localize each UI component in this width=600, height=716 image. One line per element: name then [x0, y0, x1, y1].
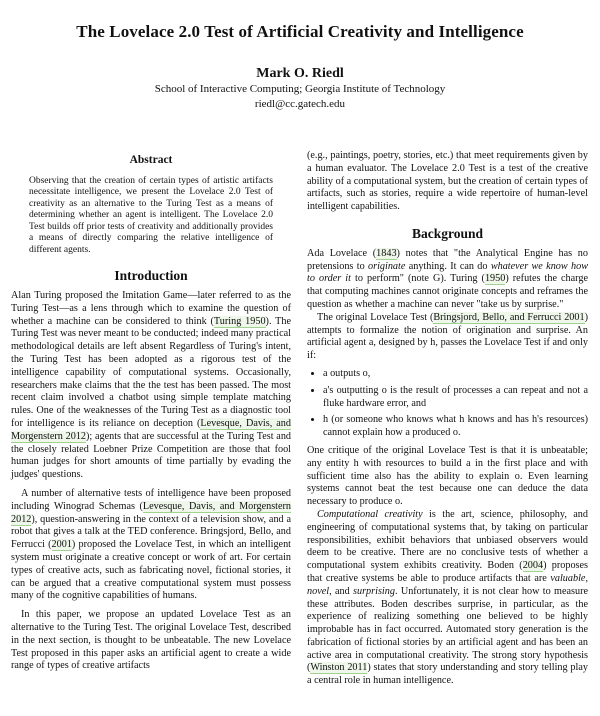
left-column [11, 150, 291, 673]
text-run: , and [329, 585, 354, 597]
text-run: is the art, science, philosophy, and engineering of computational systems that, by taking on particular responsibilities, exhibit behaviors that unbiased observers would deem to be creative. There are no conclusive tests of whether a computational system exhibits creativity. Boden ( [307, 508, 588, 572]
citation-link[interactable]: 2001 [51, 539, 72, 551]
citation-link[interactable]: Bringsjord, Bello, and Ferrucci 2001 [433, 311, 585, 323]
citation-link[interactable]: 1950 [484, 273, 506, 285]
citation-link[interactable]: Turing 1950 [213, 315, 266, 327]
emphasis: surprising [353, 585, 395, 597]
text-run: ) states that story understanding and story telling play a central role in human intelligence. [307, 662, 588, 687]
emphasis: whatever we know how to order it [307, 260, 588, 285]
emphasis: valuable, novel [307, 572, 588, 597]
emphasis: originate [368, 260, 406, 272]
paper-title: The Lovelace 2.0 Test of Artificial Creativity and Intelligence [76, 22, 524, 41]
author-name: Mark O. Riedl [256, 66, 344, 81]
citation-link[interactable]: Levesque, Davis, and Morgenstern 2012 [11, 500, 291, 525]
citation-link[interactable]: 2004 [522, 560, 544, 572]
text-run: A number of alternative tests of intelligence have been proposed including Winograd Schemas ( [11, 488, 291, 512]
list-item: • a outputs o, [323, 368, 588, 381]
emphasis: Computational creativity [317, 508, 423, 520]
introduction-heading: Introduction [114, 268, 188, 284]
text-run: The original Lovelace Test ( [317, 311, 434, 323]
right-column [307, 150, 588, 688]
intro-paragraph-3-continued: (e.g., paintings, poetry, stories, etc.) that meet requirements given by a human evaluator. The Lovelace 2.0 Test is a test of the creative ability of a computational system, but the creation of certain types of artifacts, such as stories, require a wide repertoire of human-level intelligent capabilities. [307, 150, 588, 213]
citation-link[interactable]: 1843 [376, 247, 397, 259]
text-run: ) proposes that creative systems be able to produce artifacts that are [307, 560, 588, 584]
text-run: ), question-answering in the context of a television show, and a robot that gives a talk at the TED conference. Bringsjord, Bello, and Ferrucci ( [11, 513, 291, 551]
intro-paragraph-2 [11, 488, 291, 603]
background-paragraph-2 [307, 312, 588, 363]
citation-link[interactable]: Levesque, Davis, and Morgenstern 2012 [11, 418, 291, 442]
abstract-heading: Abstract [129, 154, 173, 166]
lovelace-criteria-list [307, 368, 588, 440]
background-paragraph-4 [307, 509, 588, 688]
text-run: ). The Turing Test was never meant to be conducted; indeed many practical methodological details are left absent Regardless of Turing's intent, the Turing Test has been adopted as a rigorous test of the intelligence capability of computational systems. Occasionally, researchers make claims that the the test has been passed. The most recent claim involved a chatbot using simple template matching rules. One of the weaknesses of the Turing Test as a diagnostic tool for intelligence is its reliance on deception ( [11, 315, 292, 430]
abstract-text: Observing that the creation of certain types of artistic artifacts necessitate intelligence, we present the Lovelace 2.0 Test of creativity as an alternative to the Turing Test as a means of determining whether an agent is intelligent. The Lovelace 2.0 Test builds off prior tests of creativity and additionally provides a means of directly comparing the relative intelligence of different agents. [29, 175, 273, 255]
text-run: Ada Lovelace ( [307, 247, 377, 259]
author-email: riedl@cc.gatech.edu [254, 98, 346, 110]
background-heading: Background [411, 225, 484, 241]
background-paragraph-1 [307, 248, 588, 312]
author-affiliation: School of Interactive Computing; Georgia Institute of Technology [154, 83, 446, 95]
citation-link[interactable]: Winston 2011 [310, 662, 368, 674]
list-item: • a's outputting o is the result of processes a can repeat and not a fluke hardware error, and [323, 385, 588, 411]
list-item: • h (or someone who knows what h knows and has h's resources) cannot explain how a produced o. [323, 414, 588, 440]
text-run: Alan Turing proposed the Imitation Game—later referred to as the Turing Test—as a lens through which to examine the question of whether a machine can be considered to think ( [11, 290, 291, 327]
text-run: anything. It can do [405, 260, 491, 272]
intro-paragraph-3: In this paper, we propose an updated Lovelace Test as an alternative to the Turing Test. The original Lovelace Test, described in the next section, is thought to be unbeatable. The new Lovelace Test proposed in this paper asks an artificial agent to create a wide range of types of creative artifacts [11, 609, 291, 672]
text-run: ) attempts to formalize the notion of origination and surprise. An artificial agent a, designed by h, passes the Lovelace Test if and only if: [307, 311, 588, 362]
text-run: ) proposed the Lovelace Test, in which an intelligent system must originate a creative concept or work of art. For certain types of creative acts, such as fabricating novel, fictional stories, it can be argued that a creative computational system must possess many of the cognitive capabilities of humans. [11, 539, 291, 602]
text-run: ); agents that are successful at the Turing Test and the closely related Loebner Prize Competition are those that fool human judges for short amounts of time partially by evading the judges' questions. [11, 430, 292, 481]
text-run: ) refutes the charge that computing machines cannot originate concepts and reframes the question as whether a machine can never "take us by surprise." [307, 273, 588, 310]
text-run: to perform" (note G). Turing ( [350, 273, 485, 285]
text-run: ) notes that "the Analytical Engine has no pretensions to [307, 247, 588, 272]
background-paragraph-3: One critique of the original Lovelace Test is that it is unbeatable; any entity h with resources to build a in the first place and with sufficient time also has the ability to explain o. Even learning systems cannot beat the test because one can deduce the data necessary to produce o. [307, 444, 588, 508]
intro-paragraph-1 [11, 290, 291, 482]
text-run: . Unfortunately, it is not clear how to measure these attributes. Boden describes surprise, in particular, as the experience of realizing something one believed to be highly improbable has in fact occurred. Automated story generation is the fabrication of fictional stories by an artificial agent and has been an active area in computational creativity. The strong story hypothesis ( [307, 585, 588, 674]
